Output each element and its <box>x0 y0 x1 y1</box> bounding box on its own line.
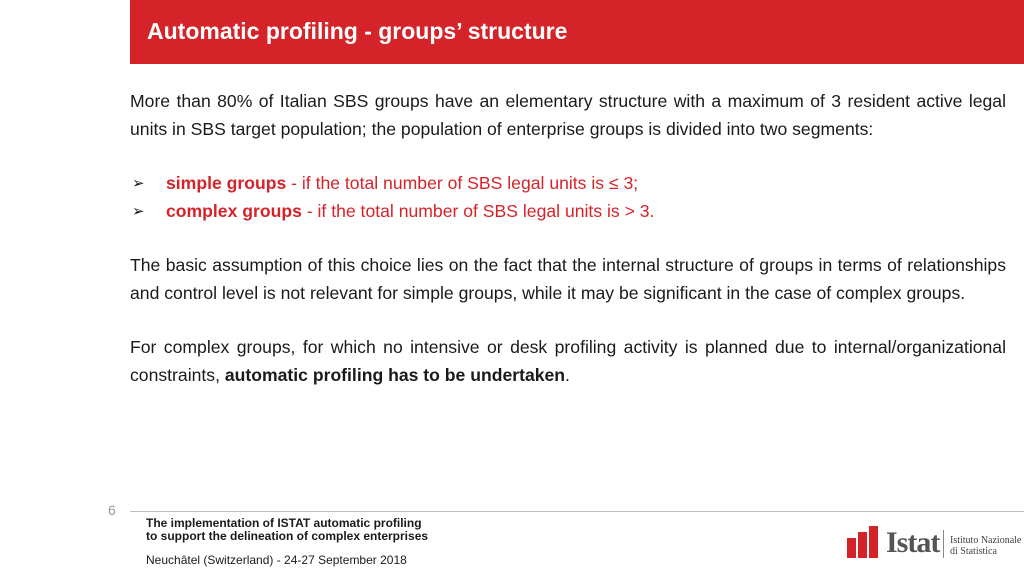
istat-logo <box>846 526 1022 560</box>
slide-title: Automatic profiling - groups’ structure <box>147 18 568 44</box>
bullet-item-simple-groups <box>130 170 1006 198</box>
title-bar <box>130 0 1024 64</box>
slide-content <box>130 88 1006 389</box>
logo-subtitle-1: Istituto Nazionale <box>950 535 1022 546</box>
conclusion-end: . <box>565 364 570 385</box>
bullet-term: complex groups <box>166 200 302 221</box>
footer-event: Neuchâtel (Switzerland) - 24-27 September 2018 <box>146 553 407 567</box>
footer-divider <box>130 511 1024 512</box>
bullet-term: simple groups <box>166 173 287 193</box>
slide-number: 6 <box>108 502 116 518</box>
assumption-paragraph: The basic assumption of this choice lies on the fact that the internal structure of groups in terms of relationships and control level is not relevant for simple groups, while it may be significant in the case of complex groups. <box>130 255 1006 303</box>
bullet-list <box>130 170 1006 225</box>
intro-paragraph: More than 80% of Italian SBS groups have an elementary structure with a maximum of 3 resident active legal units in SBS target population; the population of enterprise groups is divided into two segments: <box>130 91 1006 139</box>
logo-word: Istat <box>886 526 940 559</box>
bullet-item-complex-groups <box>130 198 1006 226</box>
conclusion-paragraph <box>130 334 1006 389</box>
arrow-bullet-icon: ➢ <box>132 175 145 192</box>
istat-logo-icon <box>846 526 882 560</box>
footer-title-line1: The implementation of ISTAT automatic profiling <box>146 516 422 530</box>
logo-separator <box>943 530 944 558</box>
conclusion-emphasis: automatic profiling has to be undertaken <box>224 364 566 385</box>
conclusion-text: For complex groups, for which no intensive or desk profiling activity is planned due to internal/organizational constraints, <box>130 337 1006 385</box>
bullet-text: - if the total number of SBS legal units is ≤ 3; <box>286 173 639 193</box>
arrow-bullet-icon: ➢ <box>132 202 145 220</box>
bullet-text: - if the total number of SBS legal units is > 3. <box>301 200 655 221</box>
logo-subtitle-2: di Statistica <box>950 546 997 557</box>
footer-title-line2: to support the delineation of complex enterprises <box>146 529 429 543</box>
